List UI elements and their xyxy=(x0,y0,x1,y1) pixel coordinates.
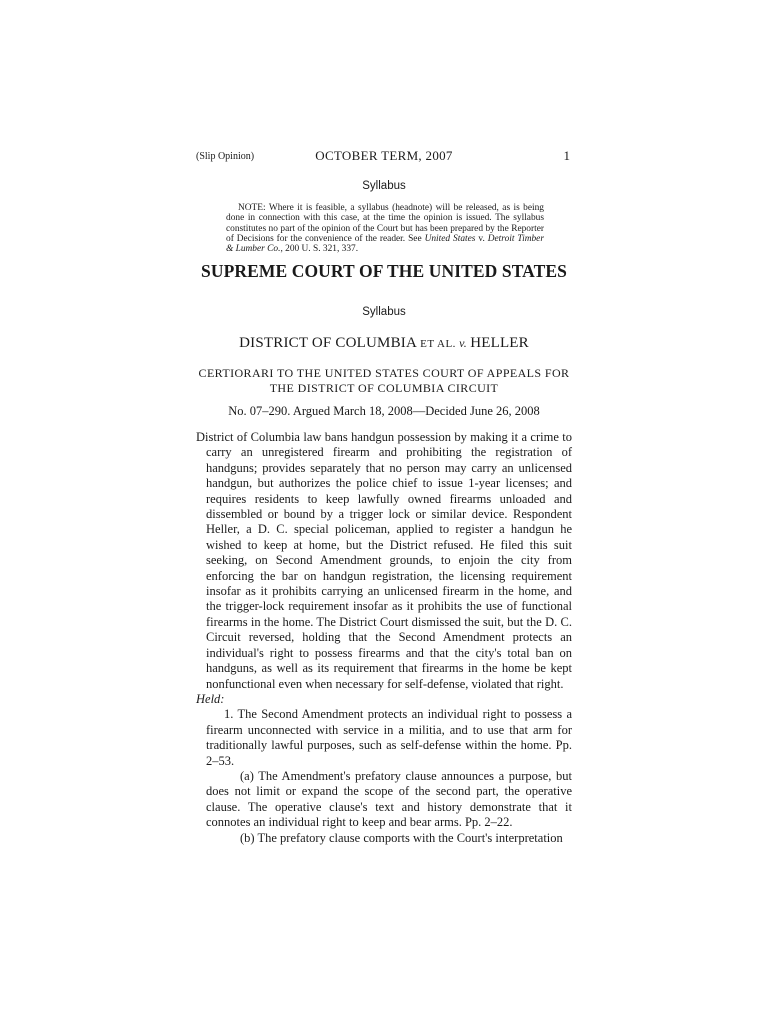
note-citation-v: v. xyxy=(475,233,488,244)
summary-paragraph: District of Columbia law bans handgun possession by making it a crime to carry an unregistered firearm and prohibiting the registration of handguns; provides separately that no person may carry an unlicensed handgun, but authorizes the police chief to issue 1-year licenses; and requires residents to keep lawfully owned firearms unloaded and dissembled or bound by a trigger lock or similar device. Respondent Heller, a D. C. special policeman, applied to register a handgun he wished to keep at home, but the District refused. He filed this suit seeking, on Second Amendment grounds, to enjoin the city from enforcing the bar on handgun registration, the licensing requirement insofar as it prohibits carrying an unlicensed firearm in the home, and the trigger-lock requirement insofar as it prohibits the use of functional firearms in the home. The District Court dismissed the suit, but the D. C. Circuit reversed, holding that the Second Amendment protects an individual's right to possess firearms and that the city's total ban on handguns, as well as its requirement that firearms in the home be kept nonfunctional even when necessary for self-defense, violated that right. xyxy=(196,430,572,691)
case-respondent: HELLER xyxy=(470,335,529,351)
note-citation-party1: United States xyxy=(424,233,476,244)
court-title: SUPREME COURT OF THE UNITED STATES xyxy=(201,261,567,281)
running-header xyxy=(196,148,572,166)
held-point-1a: (a) The Amendment's prefatory clause announces a purpose, but does not limit or expand the scope of the second part, the operative clause. The operative clause's text and history demonstrate that it connotes an individual right to keep and bear arms. Pp. 2–22. xyxy=(206,768,572,830)
case-et-al: ET AL. xyxy=(420,338,456,350)
note-text: Where it is feasible, a syllabus (headnote) will be released, as is being done in connection with this case, at the time the opinion is issued. The syllabus constitutes no part of the opinion of the Court but has been prepared by the Reporter of Decisions for the convenience of the reader. See xyxy=(226,203,544,244)
term-label: OCTOBER TERM, 2007 xyxy=(315,148,453,163)
syllabus-running-heading: Syllabus xyxy=(362,180,406,192)
page-number: 1 xyxy=(563,148,570,163)
slip-opinion-label: (Slip Opinion) xyxy=(196,151,255,162)
syllabus-body xyxy=(196,430,572,846)
certiorari-line: CERTIORARI TO THE UNITED STATES COURT OF APPEALS FOR THE DISTRICT OF COLUMBIA CIRCUIT xyxy=(198,366,570,395)
case-title xyxy=(190,335,578,352)
held-point-1b: (b) The prefatory clause comports with the Court's interpretation xyxy=(240,830,563,845)
docket-line: No. 07–290. Argued March 18, 2008—Decided June 26, 2008 xyxy=(228,404,540,418)
case-petitioner: DISTRICT OF COLUMBIA xyxy=(239,335,421,351)
held-point-1: 1. The Second Amendment protects an individual right to possess a firearm unconnected with service in a militia, and to use that arm for traditionally lawful purposes, such as self-defense within the home. Pp. 2–53. xyxy=(206,707,572,768)
note-citation-reporter: , 200 U. S. 321, 337. xyxy=(280,244,359,255)
syllabus-heading: Syllabus xyxy=(362,306,406,318)
note-citation-party2: Detroit Timber & Lumber Co. xyxy=(226,233,544,255)
reporter-note xyxy=(226,203,544,254)
case-versus: v. xyxy=(455,336,471,350)
held-label: Held: xyxy=(196,691,225,706)
note-label: NOTE: xyxy=(238,203,266,213)
